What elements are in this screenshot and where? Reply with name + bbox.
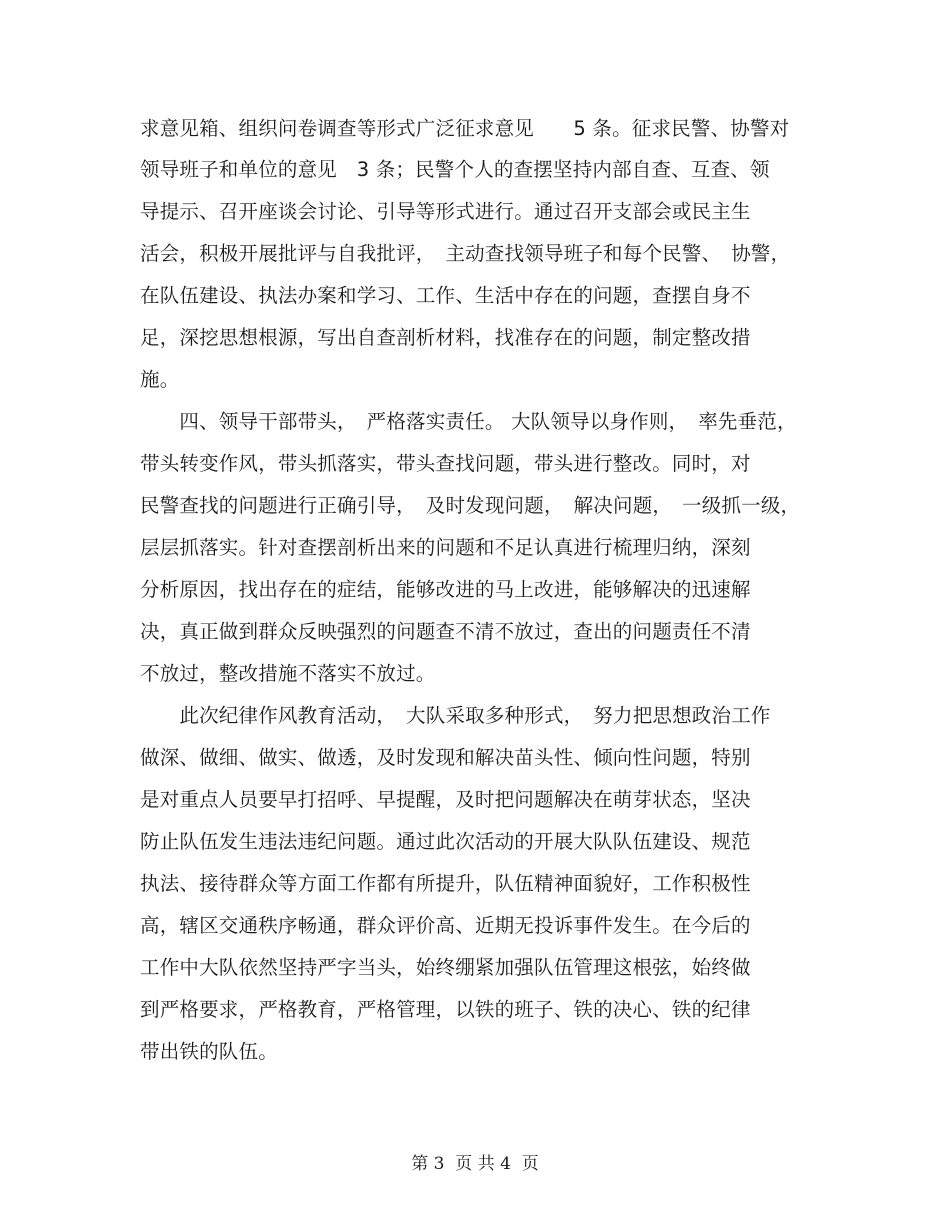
text-line: 在队伍建设、执法办案和学习、工作、生活中存在的问题，查摆自身不 (140, 284, 751, 307)
text-line: 决，真正做到群众反映强烈的问题查不清不放过，查出的问题责任不清 (140, 620, 751, 643)
text-line: 求意见箱、组织问卷调查等形式广泛征求意见 5 条。征求民警、协警对 (140, 117, 790, 140)
text-line: 到严格要求，严格教育，严格管理，以铁的班子、铁的决心、铁的纪律 (140, 998, 751, 1021)
text-line: 施。 (140, 368, 180, 391)
text-line: 带头转变作风，带头抓落实，带头查找问题，带头进行整改。同时，对 (140, 452, 751, 475)
page-number: 第 3 页 共 4 页 (411, 1154, 539, 1174)
text-line: 执法、接待群众等方面工作都有所提升，队伍精神面貌好，工作积极性 (140, 872, 751, 895)
text-line: 做深、做细、做实、做透，及时发现和解决苗头性、倾向性问题，特别 (140, 746, 751, 769)
text-line: 不放过，整改措施不落实不放过。 (140, 662, 436, 685)
text-line: 防止队伍发生违法违纪问题。通过此次活动的开展大队队伍建设、规范 (140, 830, 751, 853)
text-line: 领导班子和单位的意见 3 条；民警个人的查摆坚持内部自查、互查、领 (140, 158, 770, 181)
text-line: 此次纪律作风教育活动， 大队采取多种形式， 努力把思想政治工作 (140, 704, 771, 727)
text-line: 四、领导干部带头， 严格落实责任。 大队领导以身作则， 率先垂范， (140, 410, 797, 433)
text-line: 带出铁的队伍。 (140, 1040, 278, 1063)
text-line: 导提示、召开座谈会讨论、引导等形式进行。通过召开支部会或民主生 (140, 200, 751, 223)
text-line: 是对重点人员要早打招呼、早提醒，及时把问题解决在萌芽状态，坚决 (140, 788, 751, 811)
text-line: 活会，积极开展批评与自我批评， 主动查找领导班子和每个民警、 协警， (140, 242, 791, 265)
text-line: 高，辖区交通秩序畅通，群众评价高、近期无投诉事件发生。在今后的 (140, 914, 751, 937)
text-line: 足，深挖思想根源，写出自查剖析材料，找准存在的问题，制定整改措 (140, 326, 751, 349)
text-line: 分析原因，找出存在的症结，能够改进的马上改进，能够解决的迅速解 (140, 578, 751, 601)
text-line: 民警查找的问题进行正确引导， 及时发现问题， 解决问题， 一级抓一级， (140, 494, 801, 517)
text-line: 工作中大队依然坚持严字当头，始终绷紧加强队伍管理这根弦，始终做 (140, 956, 751, 979)
text-line: 层层抓落实。针对查摆剖析出来的问题和不足认真进行梳理归纳，深刻 (140, 536, 751, 559)
